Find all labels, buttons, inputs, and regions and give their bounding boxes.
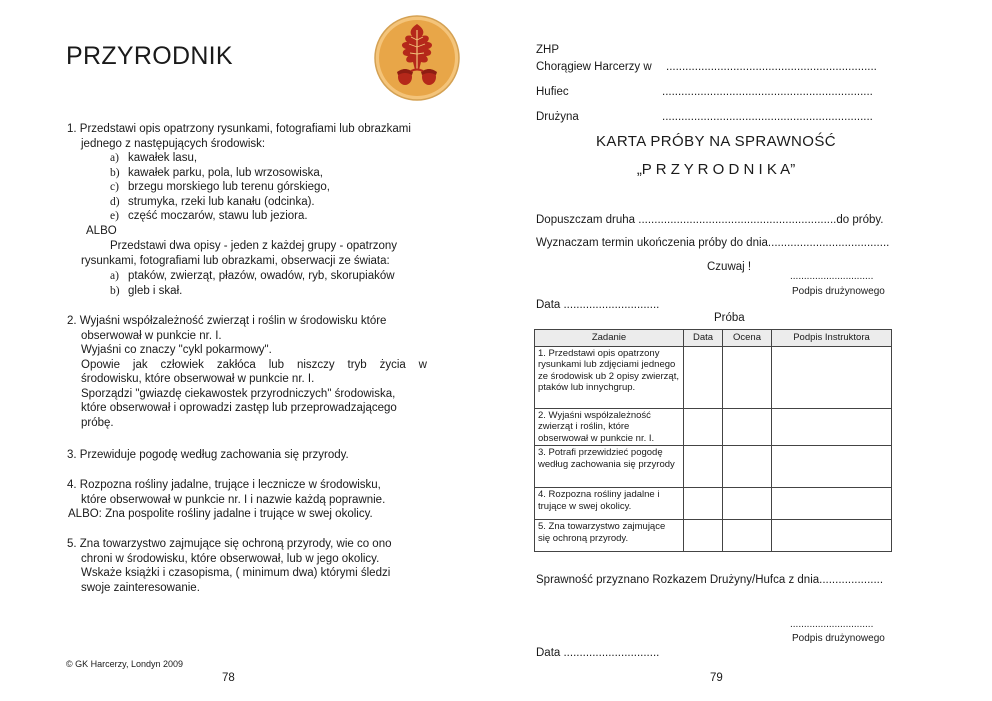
page-number-right: 79 [710, 672, 723, 684]
alt-options [110, 269, 395, 298]
header-ocena: Ocena [723, 330, 772, 347]
wyznaczam-line: Wyznaczam termin ukończenia próby do dnia...................................... [536, 237, 890, 249]
date-cell[interactable] [684, 488, 723, 520]
proba-table [534, 329, 892, 552]
table-row [535, 488, 892, 520]
task-2: 2. Wyjaśni współzależność zwierząt i roślin w środowisku które obserwował w punkcie nr. I. Wyjaśni co znaczy "cykl pokarmowy". Opowie jak człowiek zakłóca lub niszczy tryb życia w środowisku, które obserwował w punkcie nr. I. Sporządzi "gwiazdę ciekawostek przyrodniczych" środowiska, które obserwował i oprowadzi zastęp lub przeprowadzającego próbę. [67, 315, 427, 429]
przyznano-line: Sprawność przyznano Rozkazem Drużyny/Hufca z dnia.................... [536, 574, 884, 586]
task-cell: 5. Zna towarzystwo zajmujące się ochroną przyrody. [535, 520, 684, 552]
task-1 [67, 122, 447, 151]
task-1-text: 1. Przedstawi opis opatrzony rysunkami, fotografiami lub obrazkami [67, 123, 411, 135]
table-row [535, 520, 892, 552]
table-row [535, 408, 892, 446]
czuwaj-text: Czuwaj ! [707, 261, 752, 273]
task-1-options [110, 151, 330, 224]
grade-cell[interactable] [723, 408, 772, 446]
task-cell: 1. Przedstawi opis opatrzony rysunkami lub zdjęciami jednego ze środowisk ub 2 opisy zwierząt, ptaków lub innychgrup. [535, 346, 684, 408]
task-1-text-cont: jednego z następujących środowisk: [81, 137, 266, 150]
option-c: c) brzegu morskiego lub terenu górskiego, [110, 181, 331, 193]
page-number-left: 78 [222, 672, 235, 684]
task-5: 5. Zna towarzystwo zajmujące się ochroną przyrody, wie co ono chroni w środowisku, które obserwował, lub w jego okolicy. Wskaże książki i czasopisma, ( minimum dwa) którymi śledzi swoje zainteresowanie. [67, 538, 392, 594]
grade-cell[interactable] [723, 520, 772, 552]
alt-option-b: b) gleb i skał. [110, 284, 183, 297]
druzyna-field: Drużyna .................................................................. [536, 111, 873, 123]
header-data: Data [684, 330, 723, 347]
date-cell[interactable] [684, 408, 723, 446]
choragiew-field: Chorągiew Harcerzy w .................................................................. [536, 61, 877, 73]
copyright-footer: © GK Harcerzy, Londyn 2009 [66, 659, 184, 669]
grade-cell[interactable] [723, 488, 772, 520]
card-title: KARTA PRÓBY NA SPRAWNOŚĆ [596, 133, 836, 150]
table-row [535, 446, 892, 488]
alt-text-cont: rysunkami, fotografiami lub obrazkami, obserwacji ze świata: [81, 255, 390, 267]
grade-cell[interactable] [723, 346, 772, 408]
date-cell[interactable] [684, 520, 723, 552]
task-cell: 3. Potrafi przewidzieć pogodę według zachowania się przyrody [535, 446, 684, 488]
alt-text: Przedstawi dwa opisy - jeden z każdej grupy - opatrzony [110, 240, 398, 252]
signature-dots: .............................. [790, 271, 874, 282]
date-cell[interactable] [684, 346, 723, 408]
alt-option-a: a) ptaków, zwierząt, płazów, owadów, ryb, skorupiaków [110, 270, 395, 282]
signature-dots-2: .............................. [790, 619, 874, 630]
option-b: b) kawałek parku, pola, lub wrzosowiska, [110, 166, 323, 179]
option-e: e) część moczarów, stawu lub jeziora. [110, 210, 308, 222]
oak-leaf-badge-icon [373, 14, 461, 102]
data-line-2: Data .............................. [536, 647, 660, 659]
signature-cell[interactable] [772, 408, 892, 446]
signature-cell[interactable] [772, 488, 892, 520]
table-row [535, 346, 892, 408]
option-d: d) strumyka, rzeki lub kanału (odcinka). [110, 195, 315, 208]
task-cell: 2. Wyjaśni współzależność zwierząt i roślin, które obserwował w punkcie nr. I. [535, 408, 684, 446]
task-4: 4. Rozpozna rośliny jadalne, trujące i lecznicze w środowisku, które obserwował w punkcie nr. I i nazwie każdą poprawnie. ALBO: Zna pospolite rośliny jadalne i trujące w swej okolicy. [67, 479, 386, 520]
page-title: PRZYRODNIK [66, 42, 233, 70]
signature-cell[interactable] [772, 446, 892, 488]
card-subtitle: „P R Z Y R O D N I K A” [636, 161, 796, 178]
signature-label: Podpis drużynowego [792, 286, 885, 297]
grade-cell[interactable] [723, 446, 772, 488]
table-header-row [535, 330, 892, 347]
option-a: a) kawałek lasu, [110, 152, 198, 164]
zhp-label: ZHP [536, 44, 559, 56]
proba-label: Próba [714, 312, 745, 324]
data-line: Data .............................. [536, 299, 660, 311]
signature-cell[interactable] [772, 520, 892, 552]
signature-cell[interactable] [772, 346, 892, 408]
header-zadanie: Zadanie [535, 330, 684, 347]
albo-label: ALBO [86, 225, 117, 237]
hufiec-field: Hufiec .................................................................. [536, 86, 873, 98]
header-podpis: Podpis Instruktora [772, 330, 892, 347]
signature-label-2: Podpis drużynowego [792, 633, 885, 644]
task-3: 3. Przewiduje pogodę według zachowania się przyrody. [67, 449, 349, 461]
task-cell: 4. Rozpozna rośliny jadalne i trujące w swej okolicy. [535, 488, 684, 520]
dopuszczam-line: Dopuszczam druha ..............................................................do próby. [536, 214, 884, 226]
date-cell[interactable] [684, 446, 723, 488]
